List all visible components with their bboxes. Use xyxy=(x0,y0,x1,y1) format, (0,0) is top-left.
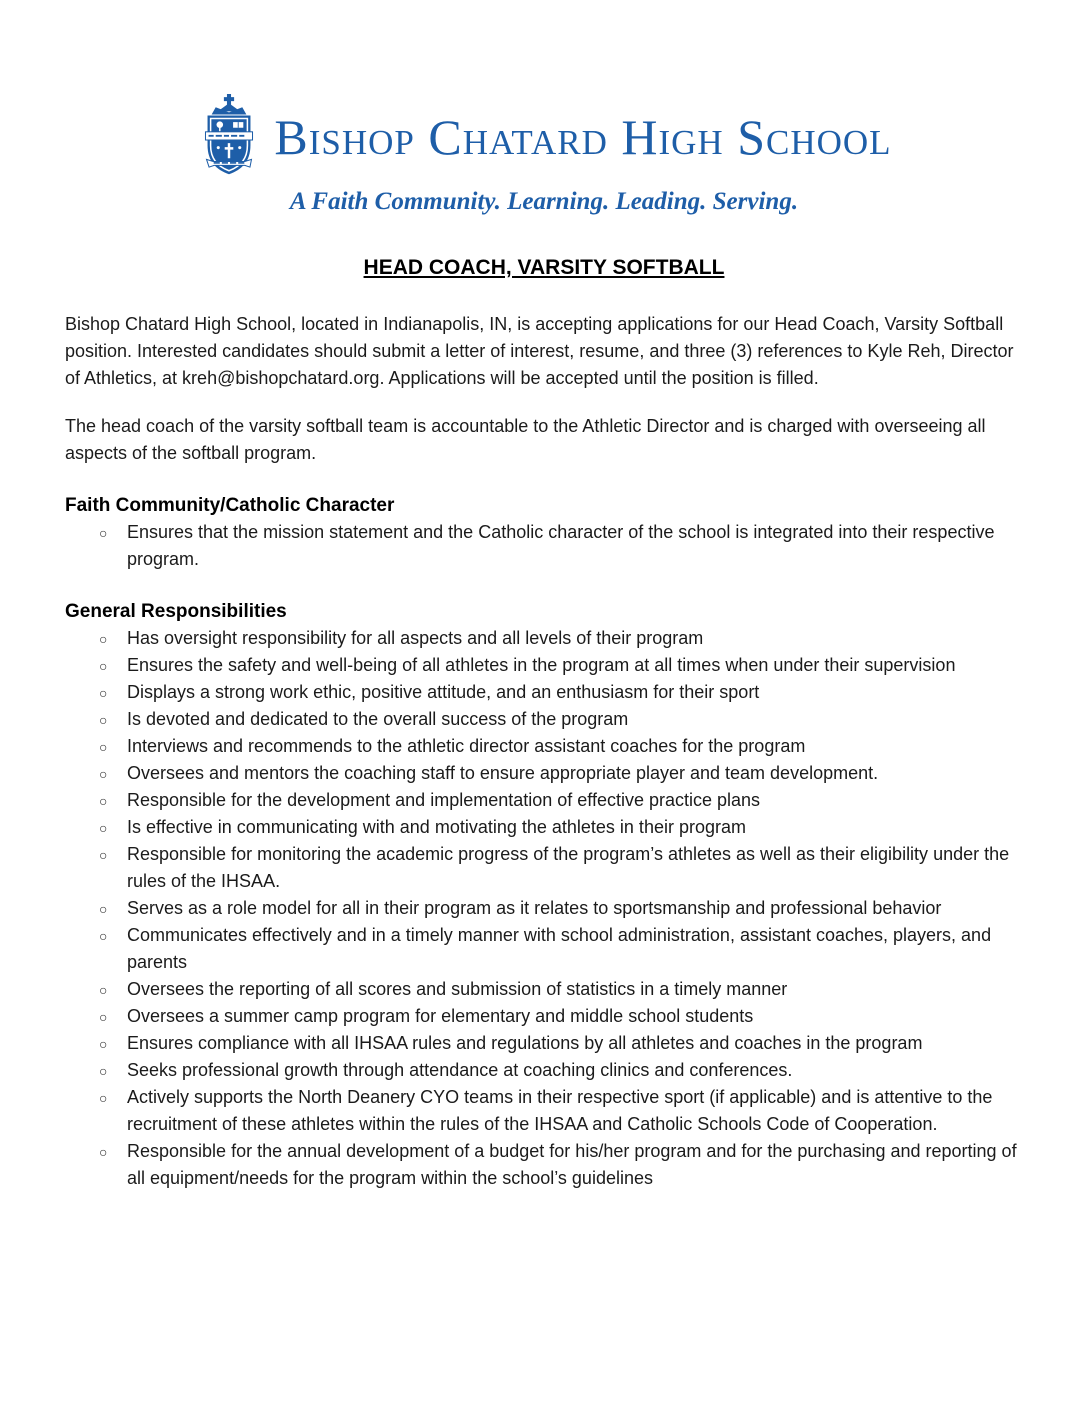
bullet-circle-icon: ○ xyxy=(99,685,108,701)
list-item xyxy=(65,895,1022,922)
list-item xyxy=(65,733,1022,760)
list-item xyxy=(65,519,1022,573)
bullet-circle-icon: ○ xyxy=(99,928,108,944)
bullet-circle-icon: ○ xyxy=(99,847,108,863)
list-item xyxy=(65,706,1022,733)
bullet-circle-icon: ○ xyxy=(99,658,108,674)
general-responsibilities-bullet-list xyxy=(65,625,1022,1192)
school-logo-header xyxy=(0,94,1088,216)
bullet-circle-icon: ○ xyxy=(99,739,108,755)
list-item xyxy=(65,841,1022,895)
list-item xyxy=(65,652,1022,679)
list-item-text: Communicates effectively and in a timely manner with school administration, assistant coaches, players, and parents xyxy=(127,925,992,972)
list-item-text: Seeks professional growth through attendance at coaching clinics and conferences. xyxy=(127,1060,793,1080)
list-item xyxy=(65,1003,1022,1030)
list-item-text: Ensures that the mission statement and the Catholic character of the school is integrated into their respective program. xyxy=(127,522,995,569)
list-item xyxy=(65,625,1022,652)
list-item xyxy=(65,1057,1022,1084)
bullet-circle-icon: ○ xyxy=(99,793,108,809)
bullet-circle-icon: ○ xyxy=(99,525,108,541)
list-item xyxy=(65,760,1022,787)
list-item-text: Responsible for the annual development of a budget for his/her program and for the purchasing and reporting of all equipment/needs for the program within the school’s guidelines xyxy=(127,1141,1017,1188)
list-item-text: Oversees and mentors the coaching staff to ensure appropriate player and team development. xyxy=(127,763,879,783)
intro-paragraph: Bishop Chatard High School, located in Indianapolis, IN, is accepting applications for our Head Coach, Varsity Softball position. Interested candidates should submit a letter of interest, resume, and three (3) references to Kyle Reh, Director of Athletics, at kreh@bishopchatard.org. Applications will be accepted until the position is filled. xyxy=(65,314,1014,388)
faith-community-bullet-list xyxy=(65,519,1022,573)
bullet-circle-icon: ○ xyxy=(99,1009,108,1025)
section-heading-faith-community: Faith Community/Catholic Character xyxy=(65,495,395,516)
bullet-circle-icon: ○ xyxy=(99,712,108,728)
list-item xyxy=(65,922,1022,976)
school-crest-icon xyxy=(196,94,262,186)
list-item-text: Oversees a summer camp program for elementary and middle school students xyxy=(127,1006,754,1026)
bullet-circle-icon: ○ xyxy=(99,820,108,836)
list-item xyxy=(65,814,1022,841)
document-body xyxy=(65,311,1022,1192)
list-item-text: Interviews and recommends to the athletic director assistant coaches for the program xyxy=(127,736,806,756)
page-title: HEAD COACH, VARSITY SOFTBALL xyxy=(363,256,725,279)
list-item xyxy=(65,679,1022,706)
section-heading-general-responsibilities: General Responsibilities xyxy=(65,601,287,622)
list-item xyxy=(65,976,1022,1003)
list-item-text: Is devoted and dedicated to the overall success of the program xyxy=(127,709,629,729)
school-name: Bishop Chatard High School xyxy=(274,109,892,165)
list-item-text: Is effective in communicating with and motivating the athletes in their program xyxy=(127,817,746,837)
list-item-text: Ensures compliance with all IHSAA rules and regulations by all athletes and coaches in the program xyxy=(127,1033,923,1053)
bullet-circle-icon: ○ xyxy=(99,1144,108,1160)
list-item-text: Displays a strong work ethic, positive attitude, and an enthusiasm for their sport xyxy=(127,682,760,702)
bullet-circle-icon: ○ xyxy=(99,1090,108,1106)
list-item-text: Oversees the reporting of all scores and submission of statistics in a timely manner xyxy=(127,979,788,999)
list-item xyxy=(65,1084,1022,1138)
list-item xyxy=(65,1138,1022,1192)
list-item-text: Serves as a role model for all in their program as it relates to sportsmanship and professional behavior xyxy=(127,898,942,918)
list-item-text: Ensures the safety and well-being of all athletes in the program at all times when under their supervision xyxy=(127,655,956,675)
list-item-text: Responsible for monitoring the academic progress of the program’s athletes as well as their eligibility under the rules of the IHSAA. xyxy=(127,844,1010,891)
list-item-text: Has oversight responsibility for all aspects and all levels of their program xyxy=(127,628,704,648)
bullet-circle-icon: ○ xyxy=(99,901,108,917)
bullet-circle-icon: ○ xyxy=(99,1063,108,1079)
list-item xyxy=(65,1030,1022,1057)
bullet-circle-icon: ○ xyxy=(99,766,108,782)
bullet-circle-icon: ○ xyxy=(99,982,108,998)
bullet-circle-icon: ○ xyxy=(99,1036,108,1052)
school-tagline: A Faith Community. Learning. Leading. Serving. xyxy=(289,188,799,215)
bullet-circle-icon: ○ xyxy=(99,631,108,647)
list-item-text: Responsible for the development and implementation of effective practice plans xyxy=(127,790,761,810)
list-item-text: Actively supports the North Deanery CYO teams in their respective sport (if applicable) and is attentive to the recruitment of these athletes within the rules of the IHSAA and Catholic Schools Code of Cooperation. xyxy=(127,1087,993,1134)
list-item xyxy=(65,787,1022,814)
accountability-paragraph: The head coach of the varsity softball team is accountable to the Athletic Director and is charged with overseeing all aspects of the softball program. xyxy=(65,416,986,463)
